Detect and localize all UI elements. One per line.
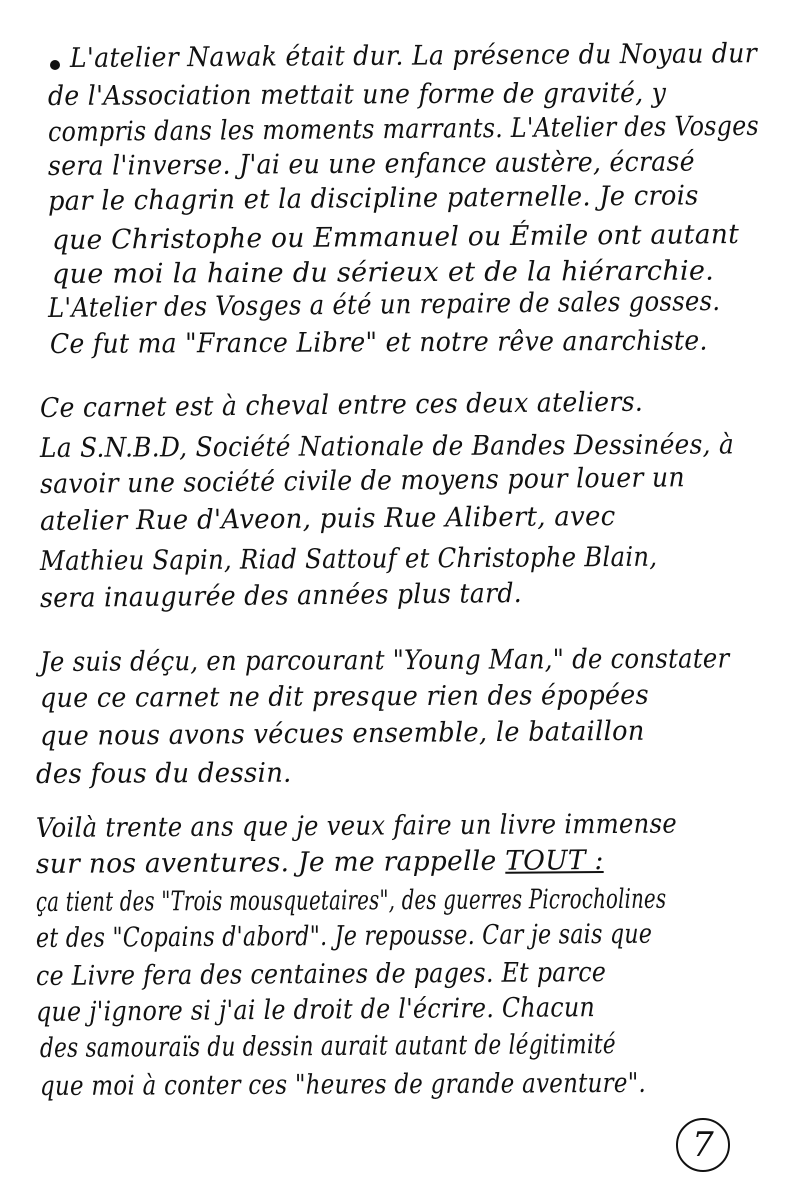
text-line: Je suis déçu, en parcourant "Young Man," de constater xyxy=(39,643,730,678)
text-line: L'atelier Nawak était dur. La présence du Noyau dur xyxy=(69,38,758,74)
text-line: La S.N.B.D, Société Nationale de Bandes Dessinées, à xyxy=(39,429,735,464)
text-line: savoir une société civile de moyens pour louer un xyxy=(39,462,686,500)
text-line: et des "Copains d'abord". Je repousse. Car je sais que xyxy=(35,918,653,954)
text-line: que ce carnet ne dit presque rien des épopées xyxy=(39,679,649,714)
text-line: que Christophe ou Emmanuel ou Émile ont autant xyxy=(51,219,740,256)
text-line: Voilà trente ans que je veux faire un livre immense xyxy=(35,808,678,844)
page-number: 7 xyxy=(676,1118,730,1172)
text-line: que nous avons vécues ensemble, le bataillon xyxy=(39,715,645,752)
bullet-point xyxy=(50,60,60,70)
text-line: sera l'inverse. J'ai eu une enfance austère, écrasé xyxy=(47,146,695,182)
text-line: des samouraïs du dessin aurait autant de légitimité xyxy=(39,1028,616,1064)
text-line: que moi à conter ces "heures de grande aventure". xyxy=(39,1067,647,1102)
text-line: sera inaugurée des années plus tard. xyxy=(39,577,523,614)
text-line: Ce fut ma "France Libre" et notre rêve anarchiste. xyxy=(49,325,708,360)
text-line: Ce carnet est à cheval entre ces deux ateliers. xyxy=(39,386,644,424)
text-line: ça tient des "Trois mousquetaires", des guerres Picrocholines xyxy=(35,883,667,918)
text-line: Mathieu Sapin, Riad Sattouf et Christophe Blain, xyxy=(39,541,658,577)
text-line: L'Atelier des Vosges a été un repaire de sales gosses. xyxy=(47,285,721,324)
text-line: des fous du dessin. xyxy=(35,757,292,790)
text-line: que moi la haine du sérieux et de la hiérarchie. xyxy=(51,255,715,290)
emphasis-word: TOUT : xyxy=(505,845,604,877)
text-fragment: sur nos aventures. Je me rappelle xyxy=(35,845,497,880)
text-line: compris dans les moments marrants. L'Atelier des Vosges xyxy=(47,110,760,148)
text-line: atelier Rue d'Aveon, puis Rue Alibert, avec xyxy=(39,500,616,537)
text-line: que j'ignore si j'ai le droit de l'écrire. Chacun xyxy=(35,992,596,1028)
text-line: par le chagrin et la discipline paternelle. Je crois xyxy=(47,180,699,217)
text-line: ce Livre fera des centaines de pages. Et parce xyxy=(35,957,607,992)
text-line: de l'Association mettait une forme de gravité, y xyxy=(47,77,667,112)
text-line xyxy=(36,844,604,882)
